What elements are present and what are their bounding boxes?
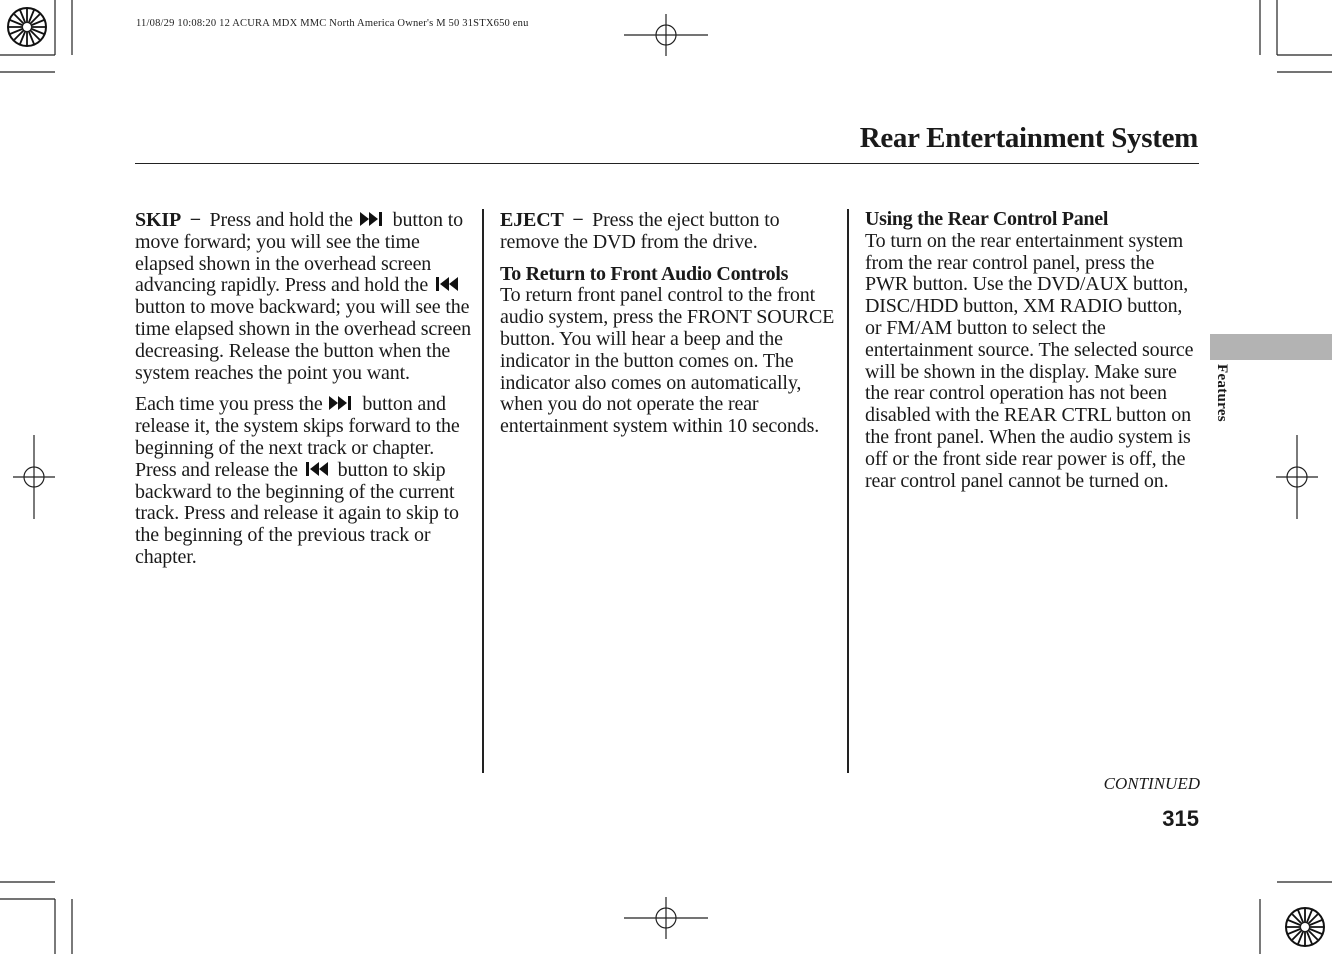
column-rear-control — [865, 209, 1200, 502]
skip-paragraph — [135, 209, 471, 384]
side-tab — [1210, 334, 1332, 360]
dash: − — [571, 210, 585, 228]
continued-label: CONTINUED — [1103, 774, 1200, 793]
skip-back-icon — [433, 275, 463, 293]
page-title: Rear Entertainment System — [859, 122, 1198, 154]
column-divider — [482, 209, 484, 773]
skip-label: SKIP — [135, 209, 182, 231]
text: button to move forward; you will see the time elapsed shown in the overhead screen advancing rapidly. Press and hold the — [135, 209, 463, 297]
skip-back-icon — [303, 460, 333, 478]
skip-forward-icon — [327, 394, 357, 412]
skip-release-paragraph — [135, 394, 471, 568]
dash: − — [189, 210, 202, 228]
print-header: 11/08/29 10:08:20 12 ACURA MDX MMC North America Owner's M 50 31STX650 enu — [136, 18, 529, 29]
column-eject — [500, 209, 836, 448]
column-skip — [135, 209, 471, 579]
text: Each time you press the — [135, 393, 323, 416]
title-rule — [135, 163, 1199, 164]
section-heading: To Return to Front Audio Controls — [500, 262, 789, 285]
section-body: To turn on the rear entertainment system from the rear control panel, press the PWR button. Use the DVD/AUX button, DISC/HDD button, XM RADIO button, or FM/AM button to select the entertainment source. The selected source will be shown in the display. Make sure the rear control operation has not been disabled with the REAR CTRL button on the front panel. When the audio system is off or the front side rear power is off, the rear control panel cannot be turned on. — [865, 229, 1194, 492]
eject-paragraph — [500, 209, 836, 254]
text: Press and hold the — [209, 209, 353, 231]
column-divider — [847, 209, 849, 773]
skip-forward-icon — [358, 210, 388, 228]
eject-label: EJECT — [500, 209, 564, 231]
text: button to skip backward to the beginning of the current track. Press and release it again to skip to the beginning of the previous track or chapter. — [135, 458, 459, 568]
text: button and release it, the system skips forward to the beginning of the next track or chapter. Press and release the — [135, 393, 460, 481]
front-audio-section — [500, 264, 836, 438]
section-heading: Using the Rear Control Panel — [865, 208, 1109, 230]
text: Press the eject button to remove the DVD from the drive. — [500, 209, 780, 253]
rear-control-section — [865, 209, 1200, 492]
side-tab-label: Features — [1214, 364, 1230, 422]
page-number: 315 — [1162, 806, 1199, 831]
text: button to move backward; you will see the time elapsed shown in the overhead screen decreasing. Release the button when the system reaches the point you want. — [135, 296, 471, 384]
section-body: To return front panel control to the front audio system, press the FRONT SOURCE button. You will hear a beep and the indicator in the button comes on. The indicator also comes on automatically, when you do not operate the rear entertainment system within 10 seconds. — [500, 284, 835, 438]
